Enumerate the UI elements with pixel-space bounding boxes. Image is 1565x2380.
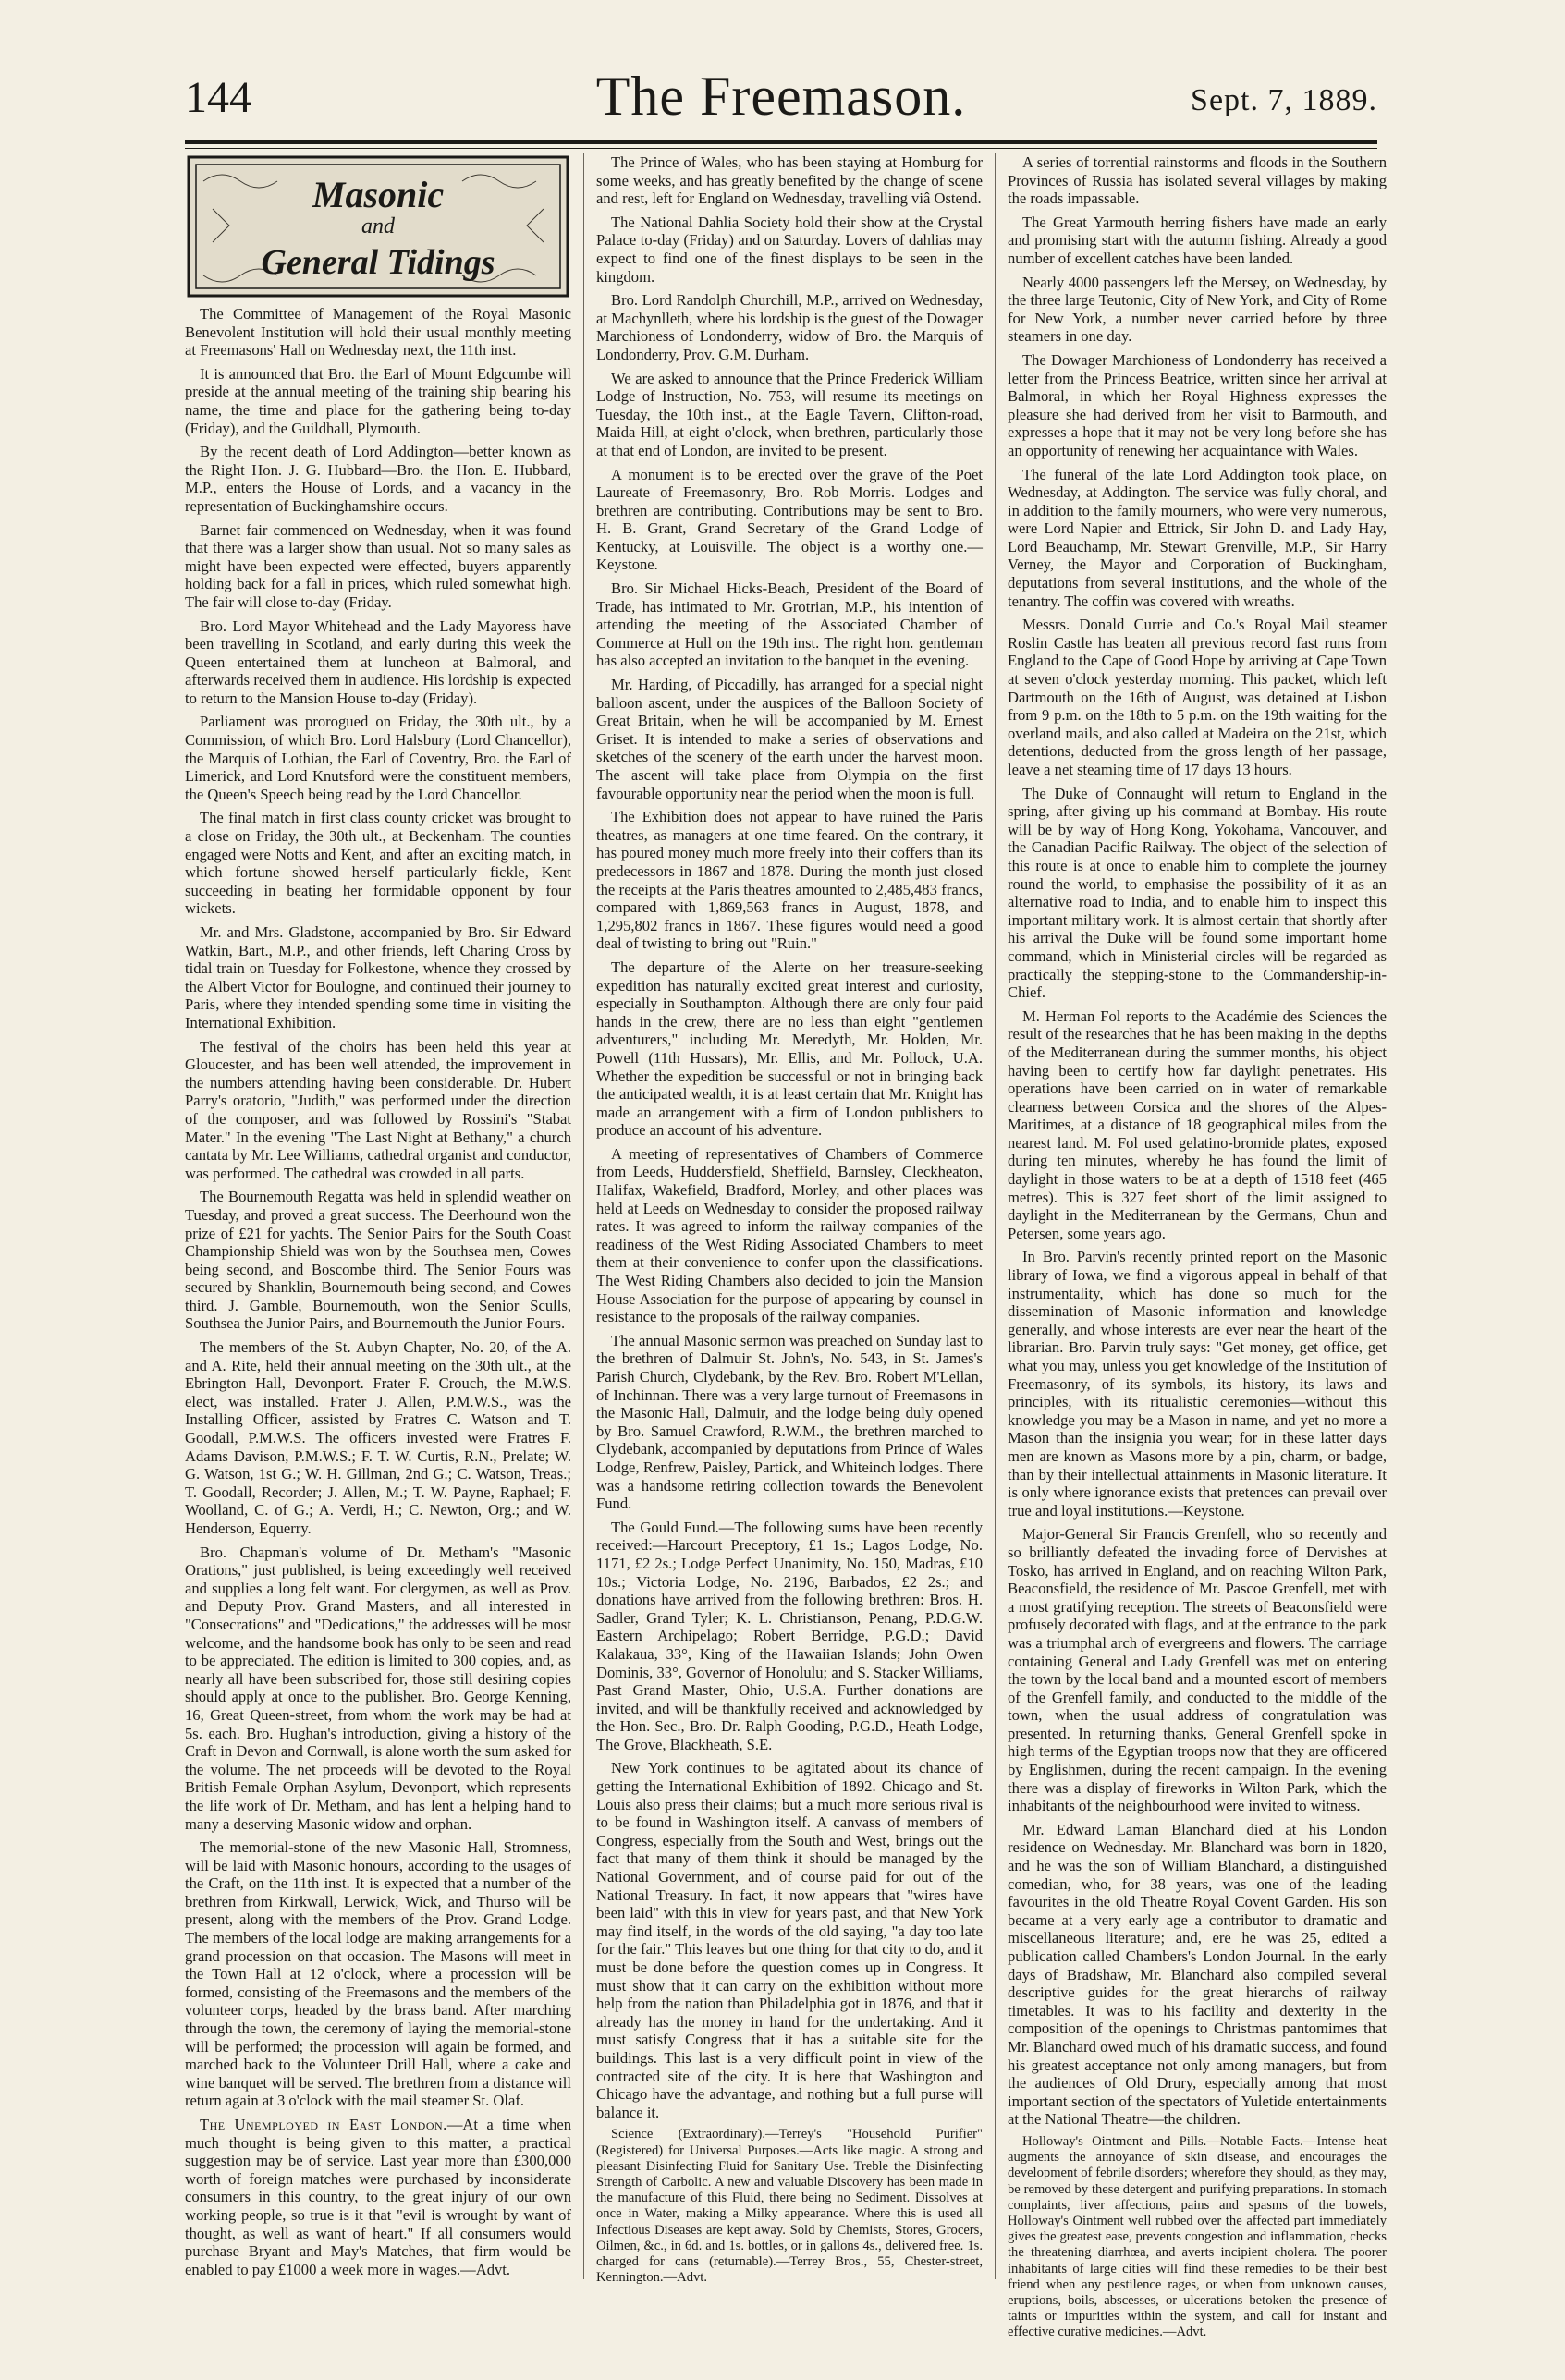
paragraph: The Duke of Connaught will return to England in the spring, after giving up his command at Bombay. His route will be by way of Hong Kong, Yokohama, Vancouver, and the Canadian Pacific Railway. The object of the selection of this route is at once to enable him to complete the journey round the world, to emphasise the possibility of it as an alternative road to India, and to enable him to inspect this important military work. It is almost certain that shortly after his arrival the Duke will be found some important home command, which in Ministerial circles will be regarded as practically the stepping-stone to the Commandership-in-Chief.	[1008, 784, 1387, 1002]
masonic-general-tidings-banner	[185, 153, 571, 299]
advertisement: Science (Extraordinary).—Terrey's "Household Purifier" (Registered) for Universal Purposes.—Acts like magic. A strong and pleasant Disinfecting Fluid for Sanitary Use. Treble the Disinfecting Strength of Carbolic. A new and valuable Discovery has been made in the manufacture of this Fluid, there being no Sediment. Dissolves at once in Water, making a Milky appearance. Where this is used all Infectious Diseases are kept away. Sold by Chemists, Stores, Grocers, Oilmen, &c., in 6d. and 1s. bottles, or in gallons 4s., delivered free. 1s. charged for cans (returnable).—Terrey Bros., 55, Chester-street, Kennington.—Advt.	[596, 2127, 983, 2286]
advertisement: Holloway's Ointment and Pills.—Notable Facts.—Intense heat augments the annoyance of skin disease, and encourages the development of febrile disorders; wherefore they should, as they may, be removed by these detergent and purifying preparations. In stomach complaints, liver affections, pains and spasms of the bowels, Holloway's Ointment well rubbed over the affected part immediately gives the greatest ease, prevents congestion and inflammation, checks the threatening diarrhœa, and averts incipient cholera. The poorer inhabitants of large cities will find these remedies to be their best friend when any pestilence rages, or when from unknown causes, eruptions, boils, abscesses, or ulcerations betoken the presence of taints or impurities within the system, and call for instant and effective curative medicines.—Advt.	[1008, 2133, 1387, 2340]
banner-line-3: General Tidings	[261, 243, 495, 282]
paragraph: Parliament was prorogued on Friday, the 30th ult., by a Commission, of which Bro. Lord Halsbury (Lord Chancellor), the Marquis of Lothian, the Earl of Coventry, Bro. the Earl of Limerick, and Lord Knutsford were the constituent members, the Queen's Speech being read by the Lord Chancellor.	[185, 713, 571, 803]
paragraph: The Bournemouth Regatta was held in splendid weather on Tuesday, and proved a great success. The Deerhound won the prize of £21 for yachts. The Senior Pairs for the South Coast Championship Shield was won by the Southsea men, Cowes being second, and Boscombe third. The Senior Fours was secured by Shanklin, Bournemouth being second, and Cowes third. J. Gamble, Bournemouth, won the Senior Sculls, Southsea the Junior Pairs, and Bournemouth the Junior Fours.	[185, 1188, 571, 1333]
paragraph: Major-General Sir Francis Grenfell, who so recently and so brilliantly defeated the invading force of Dervishes at Tosko, has arrived in England, and on reaching Wilton Park, Beaconsfield, the residence of Mr. Pascoe Grenfell, met with a most gratifying reception. The streets of Beaconsfield were profusely decorated with flags, and at the entrance to the park was a triumphal arch of evergreens and flowers. The carriage containing General and Lady Grenfell was met on entering the town by the local band and a mounted escort of members of the Grenfell family, and conducted to the middle of the town, when the usual address of congratulation was presented. In returning thanks, General Grenfell spoke in high terms of the Egyptian troops now that they are officered by Englishmen, during the recent campaign. In the evening there was a display of fireworks in Wilton Park, which the inhabitants of the neighbourhood were invited to witness.	[1008, 1525, 1387, 1815]
page-number: 144	[185, 73, 251, 122]
paragraph: Bro. Chapman's volume of Dr. Metham's "Masonic Orations," just published, is being exceedingly well received and supplies a long felt want. For clergymen, as well as Prov. and Deputy Prov. Grand Masters, and all interested in "Consecrations" and "Dedications," the addresses will be most welcome, and the handsome book has only to be seen and read to be appreciated. The edition is limited to 300 copies, and, as nearly all have been subscribed for, those still desiring copies should apply at once to the publisher. Bro. George Kenning, 16, Great Queen-street, from whom the work may be had at 5s. each. Bro. Hughan's introduction, giving a history of the Craft in Devon and Cornwall, is alone worth the sum asked for the volume. The net proceeds will be devoted to the Royal British Female Orphan Asylum, Devonport, which represents the life work of Dr. Metham, and has lent a helping hand to many a deserving Masonic widow and orphan.	[185, 1543, 571, 1833]
header-rule	[185, 140, 1377, 144]
advertisement	[185, 2116, 571, 2278]
paragraph: In Bro. Parvin's recently printed report on the Masonic library of Iowa, we find a vigorous appeal in behalf of that instrumentality, which has done so much for the dissemination of Masonic information and knowledge generally, and whose interests are ever near the heart of the librarian. Bro. Parvin truly says: "Get money, get office, get what you may, unless you get knowledge of the Institution of Freemasonry, of its symbols, its history, its laws and principles, with its ritualistic ceremonies—without this knowledge you may be a Mason in name, and yet no more a Mason than the insignia you wear; for in these latter days men are known as Masons more by a pin, charm, or badge, than by their intellectual attainments in Masonic literature. It is only where ignorance exists that pretences can prevail over true and loyal institutions.—Keystone.	[1008, 1248, 1387, 1520]
paragraph: Mr. Harding, of Piccadilly, has arranged for a special night balloon ascent, under the auspices of the Balloon Society of Great Britain, when he will be accompanied by M. Ernest Griset. It is intended to make a series of observations and sketches of the scenery of the earth under the harvest moon. The ascent will take place from Olympia on the first favourable opportunity near the period when the moon is full.	[596, 676, 983, 802]
paragraph: Bro. Lord Mayor Whitehead and the Lady Mayoress have been travelling in Scotland, and early during this week the Queen entertained them at luncheon at Balmoral, and afterwards received them in audience. His lordship is expected to return to the Mansion House to-day (Friday).	[185, 616, 571, 707]
paragraph: The annual Masonic sermon was preached on Sunday last to the brethren of Dalmuir St. John's, No. 543, in St. James's Parish Church, Clydebank, by the Rev. Bro. Robert M'Lellan, of Inchinnan. There was a very large turnout of Freemasons in the Masonic Hall, Dalmuir, and the lodge being duly opened by Bro. Samuel Crawford, R.W.M., the brethren marched to Clydebank, accompanied by deputations from Prince of Wales Lodge, Renfrew, Paisley, Partick, and Whiteinch lodges. There was a handsome retiring collection towards the Benevolent Fund.	[596, 1331, 983, 1513]
paragraph: The final match in first class county cricket was brought to a close on Friday, the 30th ult., at Beckenham. The counties engaged were Notts and Kent, and after an exciting match, in which fortune showed herself particularly fickle, Kent succeeding in beating her formidable opponent by four wickets.	[185, 809, 571, 918]
paragraph: The Exhibition does not appear to have ruined the Paris theatres, as managers at one time feared. On the contrary, it has poured money much more freely into their coffers than its predecessors in 1867 and 1878. During the month just closed the receipts at the Paris theatres amounted to 2,485,483 francs, compared with 1,869,563 francs in August, 1878, and 1,295,802 francs in 1867. These figures would need a good deal of twisting to bring out "Ruin."	[596, 808, 983, 953]
masthead	[185, 65, 1377, 129]
column-divider	[995, 153, 996, 2279]
paragraph: The Great Yarmouth herring fishers have made an early and promising start with the autumn fishing. Already a good number of excellent catches have been landed.	[1008, 213, 1387, 267]
advertisement-body: —At a time when much thought is being given to this matter, a practical suggestion may be of service. Last year more than £300,000 worth of foreign matches were purchased by inconsiderate consumers in this country, to the great injury of our own working people, so true is it that "evil is wrought by want of thought, as well as want of heart." If all consumers would purchase Bryant and May's Matches, that firm would be enabled to pay £1000 a week more in wages.—Advt.	[185, 2116, 572, 2278]
paragraph: New York continues to be agitated about its chance of getting the International Exhibition of 1892. Chicago and St. Louis also press their claims; but a much more serious rival is to be found in Washington itself. A canvass of members of Congress, especially from the South and West, brings out the fact that many of them think it should be managed by the National Government, and of course paid for out of the National Treasury. In fact, it now appears that "wires have been laid" with this in view for years past, and that New York may find itself, in the words of the old saying, "a day too late for the fair." This leaves but one thing for that city to do, and it must be done before the question comes up in Congress. It must show that it can carry on the exhibition without more help from the nation than Philadelphia got in 1876, and that it already has the money in hand for the undertaking. And it must satisfy Congress that it has a suitable site for the buildings. This last is a very difficult point in view of the contracted site of the city. It is here that Washington and Chicago have the advantage, and nothing but a full purse will balance it.	[596, 1759, 983, 2121]
banner-line-2: and	[361, 214, 395, 238]
paragraph: By the recent death of Lord Addington—better known as the Right Hon. J. G. Hubbard—Bro. the Hon. E. Hubbard, M.P., enters the House of Lords, and a vacancy in the representation of Buckinghamshire occurs.	[185, 443, 571, 515]
column-divider	[583, 153, 584, 2279]
column-1	[185, 153, 571, 2307]
paragraph: A series of torrential rainstorms and floods in the Southern Provinces of Russia has isolated several villages by making the roads impassable.	[1008, 153, 1387, 208]
paragraph: M. Herman Fol reports to the Académie des Sciences the result of the researches that he has been making in the depths of the Mediterranean during the summer months, his object having been to certify how far daylight penetrates. His operations have been carried on in water of remarkable clearness between Corsica and the shores of the Alpes-Maritimes, at a distance of 18 geographical miles from the nearest land. M. Fol used gelatino-bromide plates, exposed during ten minutes, whereby he has found the limit of daylight in those waters to be at a depth of 1518 feet (465 metres). This is 327 feet short of the limit assigned to daylight in the Mediterranean by the Germans, Chun and Petersen, some years ago.	[1008, 1007, 1387, 1242]
paragraph: Mr. Edward Laman Blanchard died at his London residence on Wednesday. Mr. Blanchard was born in 1820, and he was the son of William Blanchard, a distinguished comedian, who, for 38 years, was one of the leading favourites in the old Theatre Royal Covent Garden. His son became at a very early age a contributor to dramatic and miscellaneous literature; and, ere he was 25, edited a publication called Chambers's London Journal. In the early days of Bradshaw, Mr. Blanchard also compiled several descriptive guides for the great hierarchs of railway timetables. It was to his facility and dexterity in the composition of the openings to Christmas pantomimes that Mr. Blanchard owed much of his dramatic success, and found his greatest acceptance not only among managers, but from the audiences of Old Drury, especially among that most important section of the spectators of Yuletide entertainments at the National Theatre—the children.	[1008, 1820, 1387, 2129]
paragraph: The Prince of Wales, who has been staying at Homburg for some weeks, and has greatly benefited by the change of scene and rest, left for England on Wednesday, travelling viâ Ostend.	[596, 153, 983, 208]
paragraph: Barnet fair commenced on Wednesday, when it was found that there was a larger show than usual. Not so many sales as might have been expected were effected, buyers apparently holding back for a fall in prices, which ruled somewhat high. The fair will close to-day (Friday.	[185, 520, 571, 611]
issue-date: Sept. 7, 1889.	[1191, 83, 1377, 117]
publication-title: The Freemason.	[595, 66, 967, 127]
advertisement-title: The Unemployed in East London.	[200, 2116, 447, 2133]
paragraph: Bro. Sir Michael Hicks-Beach, President of the Board of Trade, has intimated to Mr. Grotrian, M.P., his intention of attending the meeting of the Associated Chamber of Commerce at Hull on the 19th inst. The right hon. gentleman has also accepted an invitation to the banquet in the evening.	[596, 580, 983, 670]
paragraph: The festival of the choirs has been held this year at Gloucester, and has been well attended, the improvement in the numbers attending having been considerable. Dr. Hubert Parry's oratorio, "Judith," was performed under the direction of the composer, and was followed by Rossini's "Stabat Mater." In the evening "The Last Night at Bethany," a church cantata by Mr. Lee Williams, cathedral organist and conductor, was performed. The cathedral was crowded in all parts.	[185, 1037, 571, 1182]
paragraph: Messrs. Donald Currie and Co.'s Royal Mail steamer Roslin Castle has beaten all previous record fast runs from England to the Cape of Good Hope by arriving at Cape Town at seven o'clock yesterday morning. This packet, which left Dartmouth on the 16th of August, was detained at Lisbon from 9 p.m. on the 18th to 5 p.m. on the 19th waiting for the overland mails, and also called at Madeira on the 21st, which detentions, deducted from the gross length of her passage, leave a net steaming time of 17 days 13 hours.	[1008, 616, 1387, 778]
paragraph: The memorial-stone of the new Masonic Hall, Stromness, will be laid with Masonic honours, according to the usages of the Craft, on the 11th inst. It is expected that a number of the brethren from Kirkwall, Lerwick, Wick, and Thurso will be present, along with the members of the Prov. Grand Lodge. The members of the local lodge are making arrangements for a grand procession on that occasion. The Masons will meet in the Town Hall at 12 o'clock, where a procession will be formed, consisting of the Freemasons and the members of the volunteer corps, headed by the brass band. After marching through the town, the ceremony of laying the memorial-stone will be performed; the procession will again be formed, and marched back to the Volunteer Drill Hall, where a cake and wine banquet will be served. The brethren from a distance will return again at 3 o'clock with the mail steamer St. Olaf.	[185, 1838, 571, 2110]
header-rule-thin	[185, 148, 1377, 149]
paragraph: The departure of the Alerte on her treasure-seeking expedition has naturally excited great interest and curiosity, especially in Southampton. Although there are only four paid hands in the crew, there are no less than eight "gentlemen adventurers," including Mr. Meredyth, Mr. Holden, Mr. Powell (11th Hussars), Mr. Ellis, and Mr. Pollock, U.A. Whether the expedition be successful or not in bringing back the anticipated wealth, it is at least certain that Mr. Knight has made an arrangement with a firm of London publishers to produce an account of his adventure.	[596, 958, 983, 1140]
paragraph: A monument is to be erected over the grave of the Poet Laureate of Freemasonry, Bro. Rob Morris. Lodges and brethren are contributing. Contributions may be sent to Bro. H. B. Grant, Grand Secretary of the Grand Lodge of Kentucky, at Louisville. The object is a worthy one.—Keystone.	[596, 465, 983, 574]
paragraph: Nearly 4000 passengers left the Mersey, on Wednesday, by the three large Teutonic, City of New York, and City of Rome for New York, a number never carried before by three steamers in one day.	[1008, 273, 1387, 346]
paragraph: The Gould Fund.—The following sums have been recently received:—Harcourt Preceptory, £1 1s.; Lagos Lodge, No. 1171, £2 2s.; Lodge Perfect Unanimity, No. 150, Madras, £10 10s.; Victoria Lodge, No. 2196, Barbados, £2 2s.; and donations have arrived from the following brethren: Bros. H. Sadler, Grand Tyler; K. L. Christianson, Penang, P.D.G.W. Eastern Archipelago; Robert Berridge, P.G.D.; David Kalakaua, 33°, King of the Hawaiian Islands; John Owen Dominis, 33°, Governor of Honolulu; and S. Stacker Williams, Past Grand Master, Ohio, U.S.A. Further donations are invited, and will be thankfully received and acknowledged by the Hon. Sec., Bro. Dr. Ralph Gooding, P.G.D., Heath Lodge, The Grove, Blackheath, S.E.	[596, 1518, 983, 1753]
paragraph: We are asked to announce that the Prince Frederick William Lodge of Instruction, No. 753, will resume its meetings on Tuesday, the 10th inst., at the Eagle Tavern, Clifton-road, Maida Hill, at eight o'clock, when brethren, particularly those at that end of London, are invited to be present.	[596, 369, 983, 459]
paragraph: The funeral of the late Lord Addington took place, on Wednesday, at Addington. The service was fully choral, and in addition to the family mourners, who were very numerous, were Lord Napier and Ettrick, Sir John D. and Lady Hay, Lord Beauchamp, Mr. Stewart Grenville, M.P., Sir Harry Verney, the Mayor and Corporation of Buckingham, deputations from several institutions, and the whole of the tenantry. The coffin was covered with wreaths.	[1008, 465, 1387, 610]
paragraph: The Committee of Management of the Royal Masonic Benevolent Institution will hold their usual monthly meeting at Freemasons' Hall on Wednesday next, the 11th inst.	[185, 305, 571, 360]
banner-line-1: Masonic	[312, 174, 445, 215]
paragraph: It is announced that Bro. the Earl of Mount Edgcumbe will preside at the annual meeting of the training ship bearing his name, the time and place for the gathering being to-day (Friday), and the Guildhall, Plymouth.	[185, 364, 571, 437]
paragraph: The National Dahlia Society hold their show at the Crystal Palace to-day (Friday) and on Saturday. Lovers of dahlias may expect to find one of the finest displays to be seen in the kingdom.	[596, 213, 983, 286]
paragraph: The Dowager Marchioness of Londonderry has received a letter from the Princess Beatrice, written since her arrival at Balmoral, in which her Royal Highness expresses the pleasure she had derived from her visit to Barmouth, and expresses a hope that it may not be very long before she has an opportunity of renewing her acquaintance with Wales.	[1008, 350, 1387, 459]
paragraph: The members of the St. Aubyn Chapter, No. 20, of the A. and A. Rite, held their annual meeting on the 30th ult., at the Ebrington Hall, Devonport. Frater F. Crouch, the M.W.S. elect, was installed. Frater J. Allen, P.M.W.S., was the Installing Officer, assisted by Fratres C. Watson and T. Goodall, P.M.W.S. The officers invested were Fratres F. Adams Davison, P.M.W.S.; F. T. W. Curtis, R.N., Prelate; W. G. Watson, 1st G.; W. H. Gillman, 2nd G.; C. Watson, Treas.; T. Goodall, Recorder; J. Allen, M.; T. W. Payne, Raphael; F. Woolland, C. of G.; A. Verdi, H.; C. Newton, Org.; and W. Henderson, Equerry.	[185, 1338, 571, 1537]
paragraph: Bro. Lord Randolph Churchill, M.P., arrived on Wednesday, at Machynlleth, where his lordship is the guest of the Dowager Marchioness of Londonderry, widow of Bro. the Marquis of Londonderry, Prov. G.M. Durham.	[596, 291, 983, 363]
paragraph: Mr. and Mrs. Gladstone, accompanied by Bro. Sir Edward Watkin, Bart., M.P., and other friends, left Charing Cross by tidal train on Tuesday for Folkestone, whence they crossed by the Albert Victor for Boulogne, and continued their journey to Paris, where they intended spending some time in visiting the International Exhibition.	[185, 923, 571, 1031]
column-3	[1008, 153, 1387, 2340]
paragraph: A meeting of representatives of Chambers of Commerce from Leeds, Huddersfield, Sheffield, Barnsley, Cleckheaton, Halifax, Wakefield, Bradford, Morley, and other places was held at Leeds on Wednesday to consider the proposed railway rates. It was agreed to inform the railway companies of the readiness of the West Riding Associated Chambers to meet them at their convenience to confer upon the classifications. The West Riding Chambers also decided to join the Mansion House Association for the purpose of appearing by counsel in resistance to the proposals of the railway companies.	[596, 1144, 983, 1326]
column-2	[596, 153, 983, 2307]
